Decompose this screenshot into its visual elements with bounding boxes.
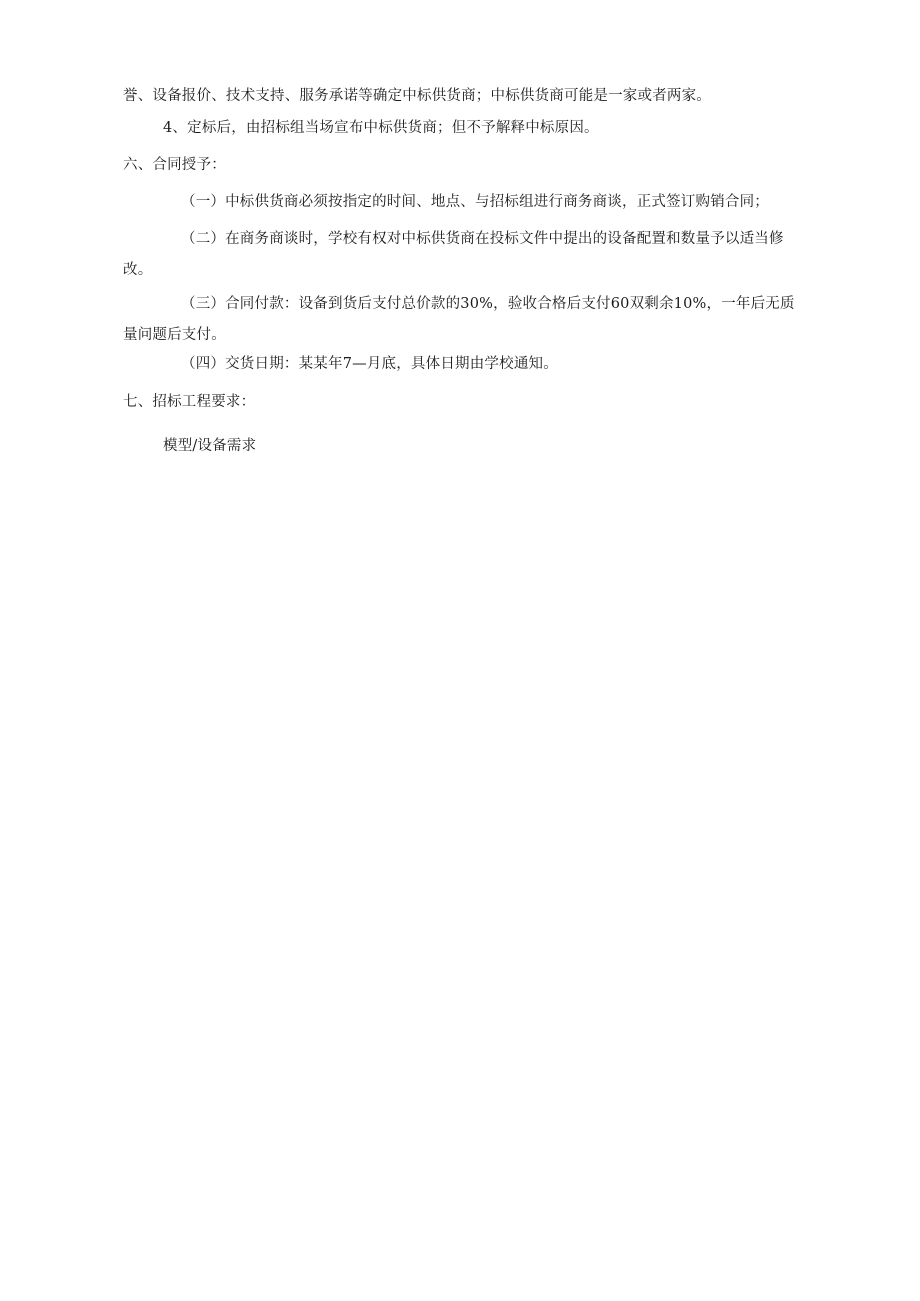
section-6-item-2: （二）在商务商谈时，学校有权对中标供货商在投标文件中提出的设备配置和数量予以适当修改。 bbox=[123, 231, 784, 278]
paragraph-continuation: 誉、设备报价、技术支持、服务承诺等确定中标供货商；中标供货商可能是一家或者两家。 bbox=[123, 88, 711, 104]
section-7-heading: 七、招标工程要求： bbox=[123, 394, 256, 410]
section-6-item-3: （三）合同付款：设备到货后支付总价款的30%，验收合格后支付60双剩余10%，一年后无质量问题后支付。 bbox=[123, 296, 795, 343]
section-6-item-4: （四）交货日期：某某年7—月底，具体日期由学校通知。 bbox=[181, 356, 558, 372]
paragraph-item-4: 4、定标后，由招标组当场宣布中标供货商；但不予解释中标原因。 bbox=[163, 120, 599, 136]
section-7-subheading: 模型/设备需求 bbox=[163, 438, 257, 454]
section-6-heading: 六、合同授予： bbox=[123, 157, 226, 173]
section-6-item-1: （一）中标供货商必须按指定的时间、地点、与招标组进行商务商谈，正式签订购销合同； bbox=[181, 194, 769, 210]
